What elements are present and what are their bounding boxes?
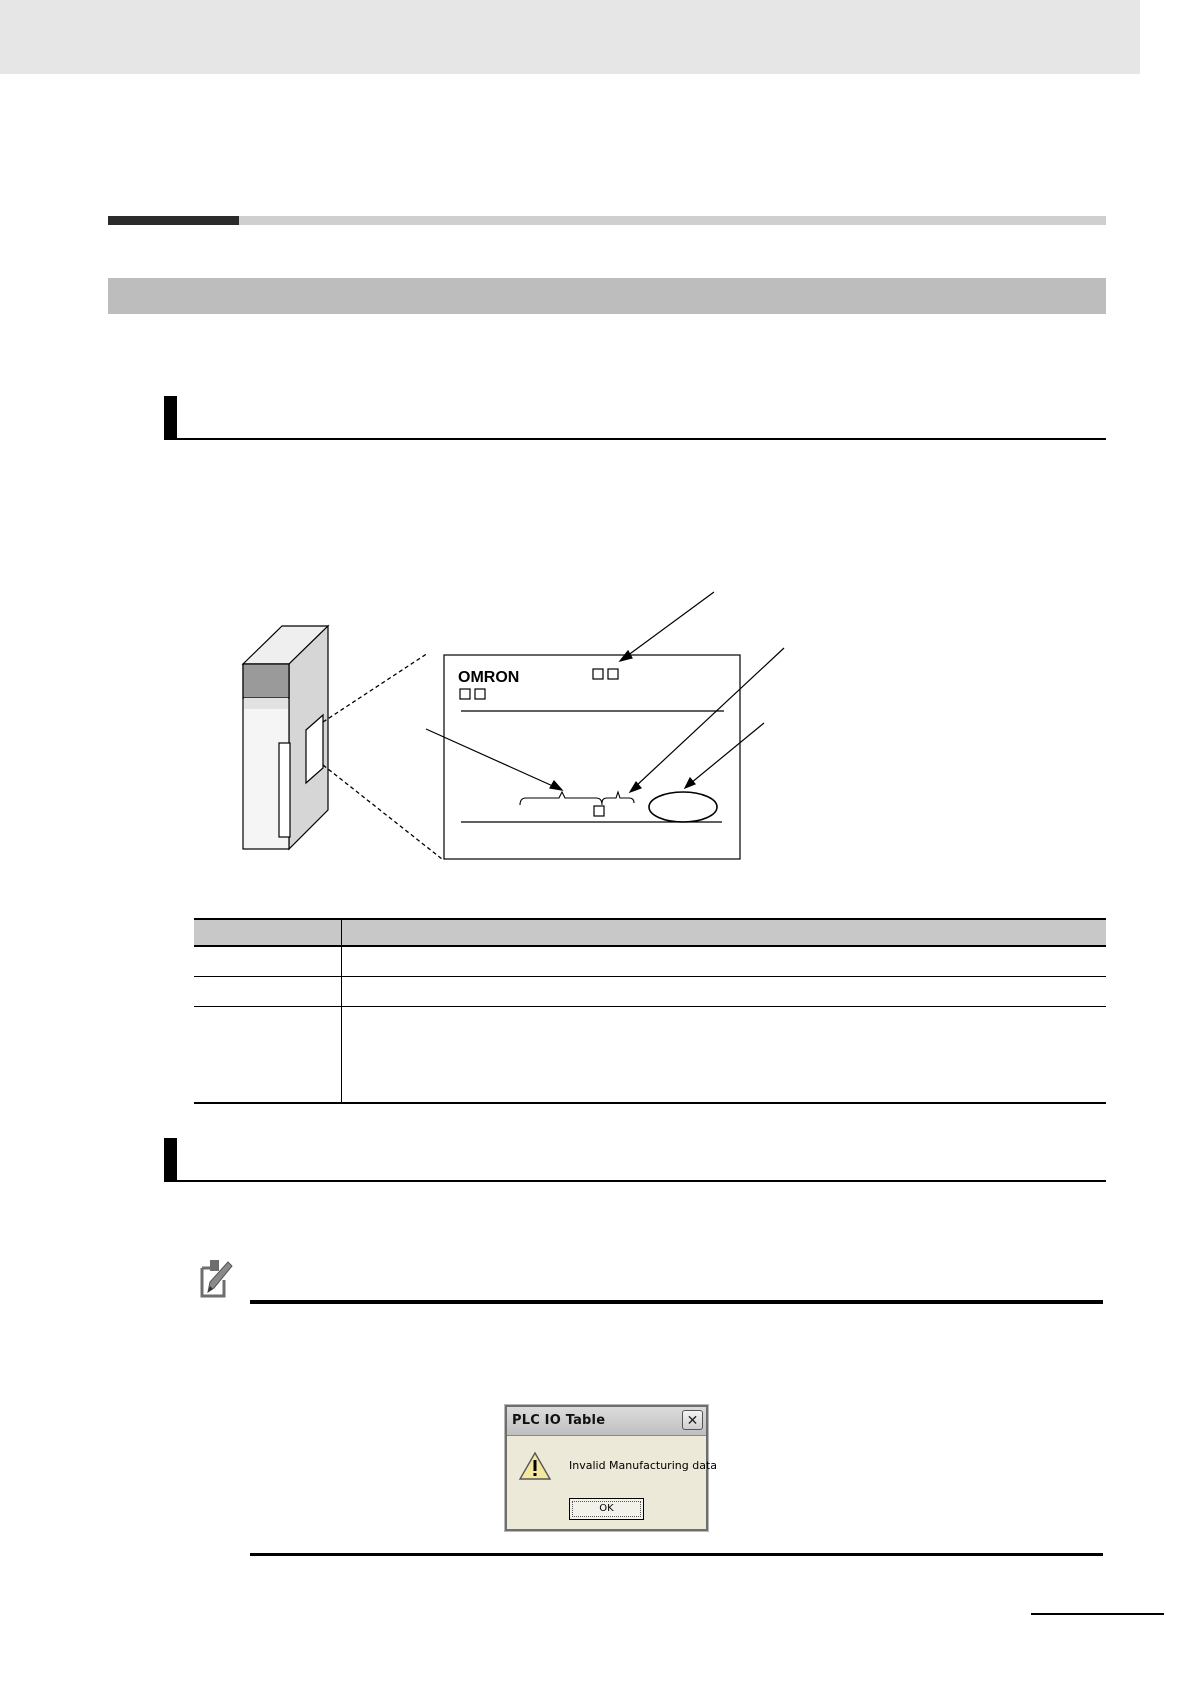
plc-io-table-dialog [505, 1405, 717, 1531]
table-row [194, 977, 1106, 1007]
header-band [0, 0, 1140, 74]
subsection-marker [164, 396, 177, 438]
close-icon: ✕ [686, 1412, 699, 1428]
precautions-pencil-icon [198, 1258, 234, 1300]
dialog-titlebar [507, 1407, 706, 1436]
label-brand: OMRON [458, 669, 520, 686]
section-rule-dark [108, 216, 239, 225]
unit-label-figure [230, 585, 800, 865]
dialog-close-button[interactable] [682, 1410, 703, 1430]
table-row [194, 947, 1106, 977]
precautions-rule [250, 1300, 1103, 1304]
ok-button[interactable] [569, 1498, 644, 1520]
page-number-rule [1031, 1613, 1164, 1615]
ok-button-label: OK [572, 1501, 641, 1517]
warning-icon [518, 1451, 552, 1481]
column-divider [341, 918, 342, 1104]
section-rule-light [239, 216, 1106, 225]
subsection-heading-1 [164, 396, 1106, 440]
section-heading-bar [108, 278, 1106, 314]
precautions-bottom-rule [250, 1553, 1103, 1556]
subsection-marker [164, 1138, 177, 1180]
unit-illustration [243, 626, 328, 849]
spec-table-header [194, 918, 1106, 947]
table-row [194, 1007, 1106, 1104]
dialog-message: Invalid Manufacturing data [569, 1459, 717, 1472]
subsection-heading-2 [164, 1138, 1106, 1182]
dialog-title: PLC IO Table [512, 1413, 606, 1428]
spec-table [194, 918, 1106, 1104]
